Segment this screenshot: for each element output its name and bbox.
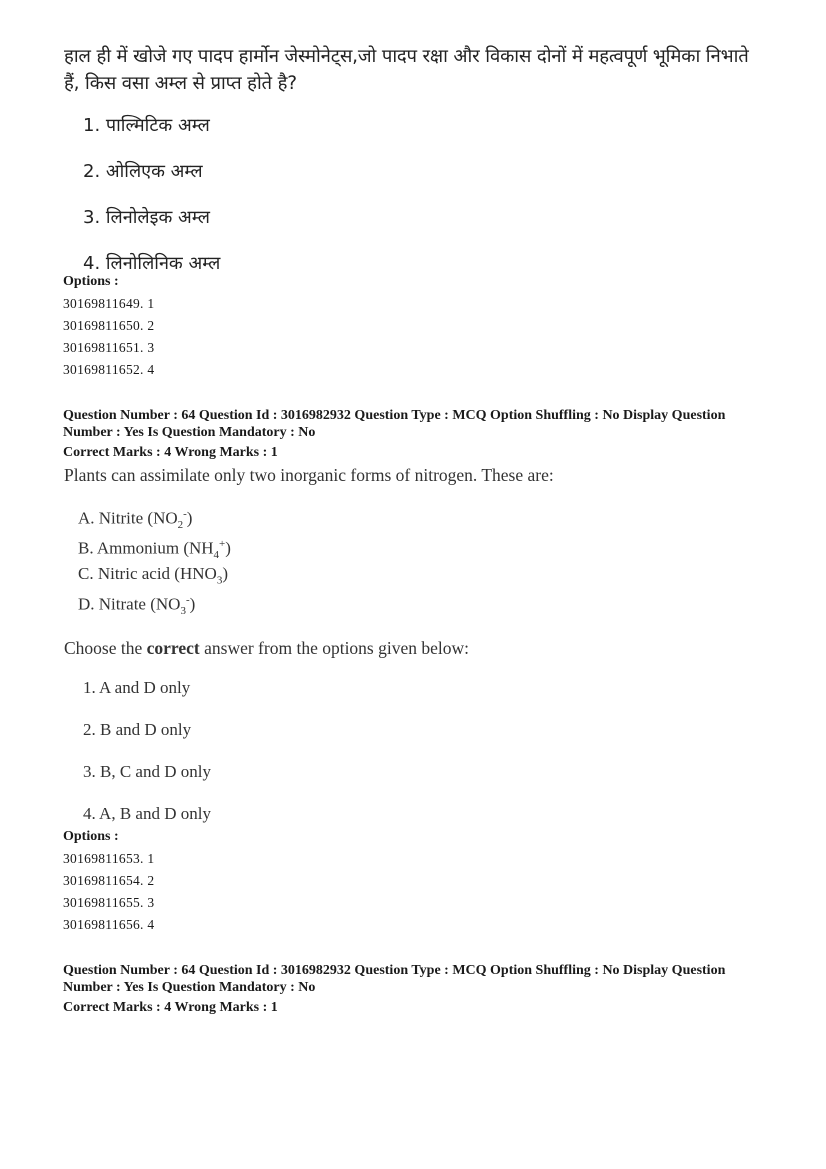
- item-b: B. Ammonium $(NH_4^+)$: [78, 538, 231, 562]
- item-a: A. Nitrite $(NO_2^-)$: [78, 508, 193, 532]
- option-id-line: 30169811655. 3: [63, 895, 155, 910]
- option-id-line: 30169811651. 3: [63, 340, 155, 355]
- answer-choice-4: 4. A, B and D only: [83, 804, 211, 823]
- question-stem: Plants can assimilate only two inorganic forms of nitrogen. These are:: [64, 465, 554, 485]
- options-label: Options :: [63, 274, 119, 289]
- item-d: D. Nitrate $(NO_3^-)$: [78, 594, 196, 618]
- option-id-line: 30169811652. 4: [63, 362, 155, 377]
- option-id-line: 30169811654. 2: [63, 873, 155, 888]
- option-id-line: 30169811649. 1: [63, 296, 155, 311]
- answer-choice-2: 2. B and D only: [83, 720, 192, 739]
- answer-choice-1: 1. A and D only: [83, 678, 191, 697]
- item-c: C. Nitric acid $(HNO_3)$: [78, 564, 228, 587]
- hindi-choice-1: 1. पाल्मिटिक अम्ल: [83, 115, 210, 136]
- question-meta-line-1: Question Number : 64 Question Id : 3016982932 Question Type : MCQ Option Shuffling : No Display Question: [63, 963, 726, 978]
- option-id-line: 30169811650. 2: [63, 318, 155, 333]
- question-meta-line-1: Question Number : 64 Question Id : 3016982932 Question Type : MCQ Option Shuffling : No Display Question: [63, 408, 726, 423]
- option-id-line: 30169811653. 1: [63, 851, 155, 866]
- hindi-choice-2: 2. ओलिएक अम्ल: [83, 161, 203, 182]
- question-meta-line-2: Number : Yes Is Question Mandatory : No: [63, 425, 316, 440]
- question-marks-line: Correct Marks : 4 Wrong Marks : 1: [63, 445, 278, 460]
- hindi-choice-4: 4. लिनोलिनिक अम्ल: [83, 253, 221, 274]
- answer-choice-3: 3. B, C and D only: [83, 762, 211, 781]
- option-id-line: 30169811656. 4: [63, 917, 155, 932]
- question-meta-line-2: Number : Yes Is Question Mandatory : No: [63, 980, 316, 995]
- hindi-question-line-1: हाल ही में खोजे गए पादप हार्मोन जेस्मोनेट्स,जो पादप रक्षा और विकास दोनों में महत्वपूर्ण भूमिका निभाते: [64, 46, 749, 67]
- options-label: Options :: [63, 829, 119, 844]
- choose-instruction: Choose the correct answer from the options given below:: [64, 638, 470, 658]
- hindi-question-line-2: हैं, किस वसा अम्ल से प्राप्त होते है?: [64, 73, 297, 94]
- hindi-choice-3: 3. लिनोलेइक अम्ल: [83, 207, 210, 228]
- question-marks-line: Correct Marks : 4 Wrong Marks : 1: [63, 1000, 278, 1015]
